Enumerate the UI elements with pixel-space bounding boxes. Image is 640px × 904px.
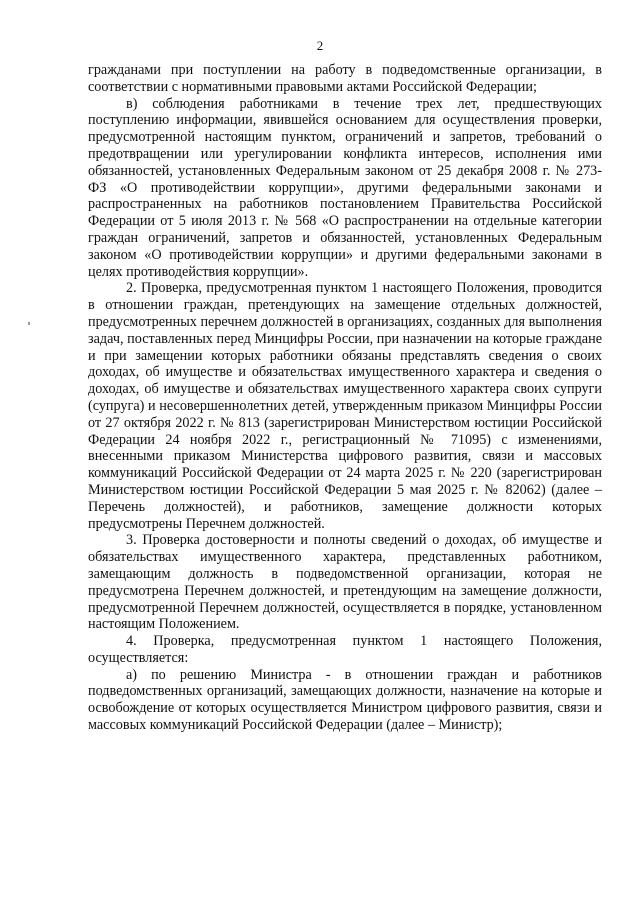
paragraph-item-v: в) соблюдения работниками в течение трех лет, предшествующих поступлению информации, явившейся основанием для осуществления проверки, предусмотренной настоящим пунктом, ограничений и запретов, требований о предотвращении или урегулировании конфликта интересов, исполнения ими обязанностей, установленных Федеральным законом от 25 декабря 2008 г. № 273-ФЗ «О противодействии коррупции», другими федеральными законами и распространенных на работников постановлением Правительства Российской Федерации от 5 июля 2013 г. № 568 «О распространении на отдельные категории граждан ограничений, запретов и обязанностей, установленных Федеральным законом «О противодействии коррупции» и другими федеральными законами в целях противодействия коррупции». xyxy=(88,95,602,280)
page-number: 2 xyxy=(316,38,324,53)
paragraph-3: 3. Проверка достоверности и полноты сведений о доходах, об имуществе и обязательствах имущественного характера, представленных работником, замещающим должность в подведомственной организации, которая не предусмотрена Перечнем должностей, и претендующим на замещение должности, предусмотренной Перечнем должностей, осуществляется в порядке, установленном настоящим Положением. xyxy=(88,532,602,633)
paragraph-4: 4. Проверка, предусмотренная пунктом 1 настоящего Положения, осуществляется: xyxy=(88,633,602,666)
paragraph-item-a: а) по решению Министра - в отношении граждан и работников подведомственных организаций, замещающих должности, назначение на которые и освобождение от которых осуществляется Министром цифрового развития, связи и массовых коммуникаций Российской Федерации (далее – Министр); xyxy=(88,666,602,734)
paragraph-2: 2. Проверка, предусмотренная пунктом 1 настоящего Положения, проводится в отношении граждан, претендующих на замещение отдельных должностей, предусмотренных перечнем должностей в организациях, созданных для выполнения задач, поставленных перед Минцифры России, при назначении на которые граждане и при замещении которых работники обязаны представлять сведения о своих доходах, об имуществе и обязательствах имущественного характера и сведения о доходах, об имуществе и обязательствах имущественного характера своих супруги (супруга) и несовершеннолетних детей, утвержденным приказом Минцифры России от 27 октября 2022 г. № 813 (зарегистрирован Министерством юстиции Российской Федерации 24 ноября 2022 г., регистрационный № 71095) с изменениями, внесенными приказом Министерства цифрового развития, связи и массовых коммуникаций Российской Федерации от 24 марта 2025 г. № 220 (зарегистрирован Министерством юстиции Российской Федерации 5 мая 2025 г. № 82062) (далее – Перечень должностей), и работников, замещение должности которых предусмотрены Перечнем должностей. xyxy=(88,280,602,532)
scan-mark xyxy=(28,322,30,325)
document-body xyxy=(88,62,602,734)
paragraph-continuation: гражданами при поступлении на работу в подведомственные организации, в соответствии с нормативными правовыми актами Российской Федерации; xyxy=(88,62,602,95)
